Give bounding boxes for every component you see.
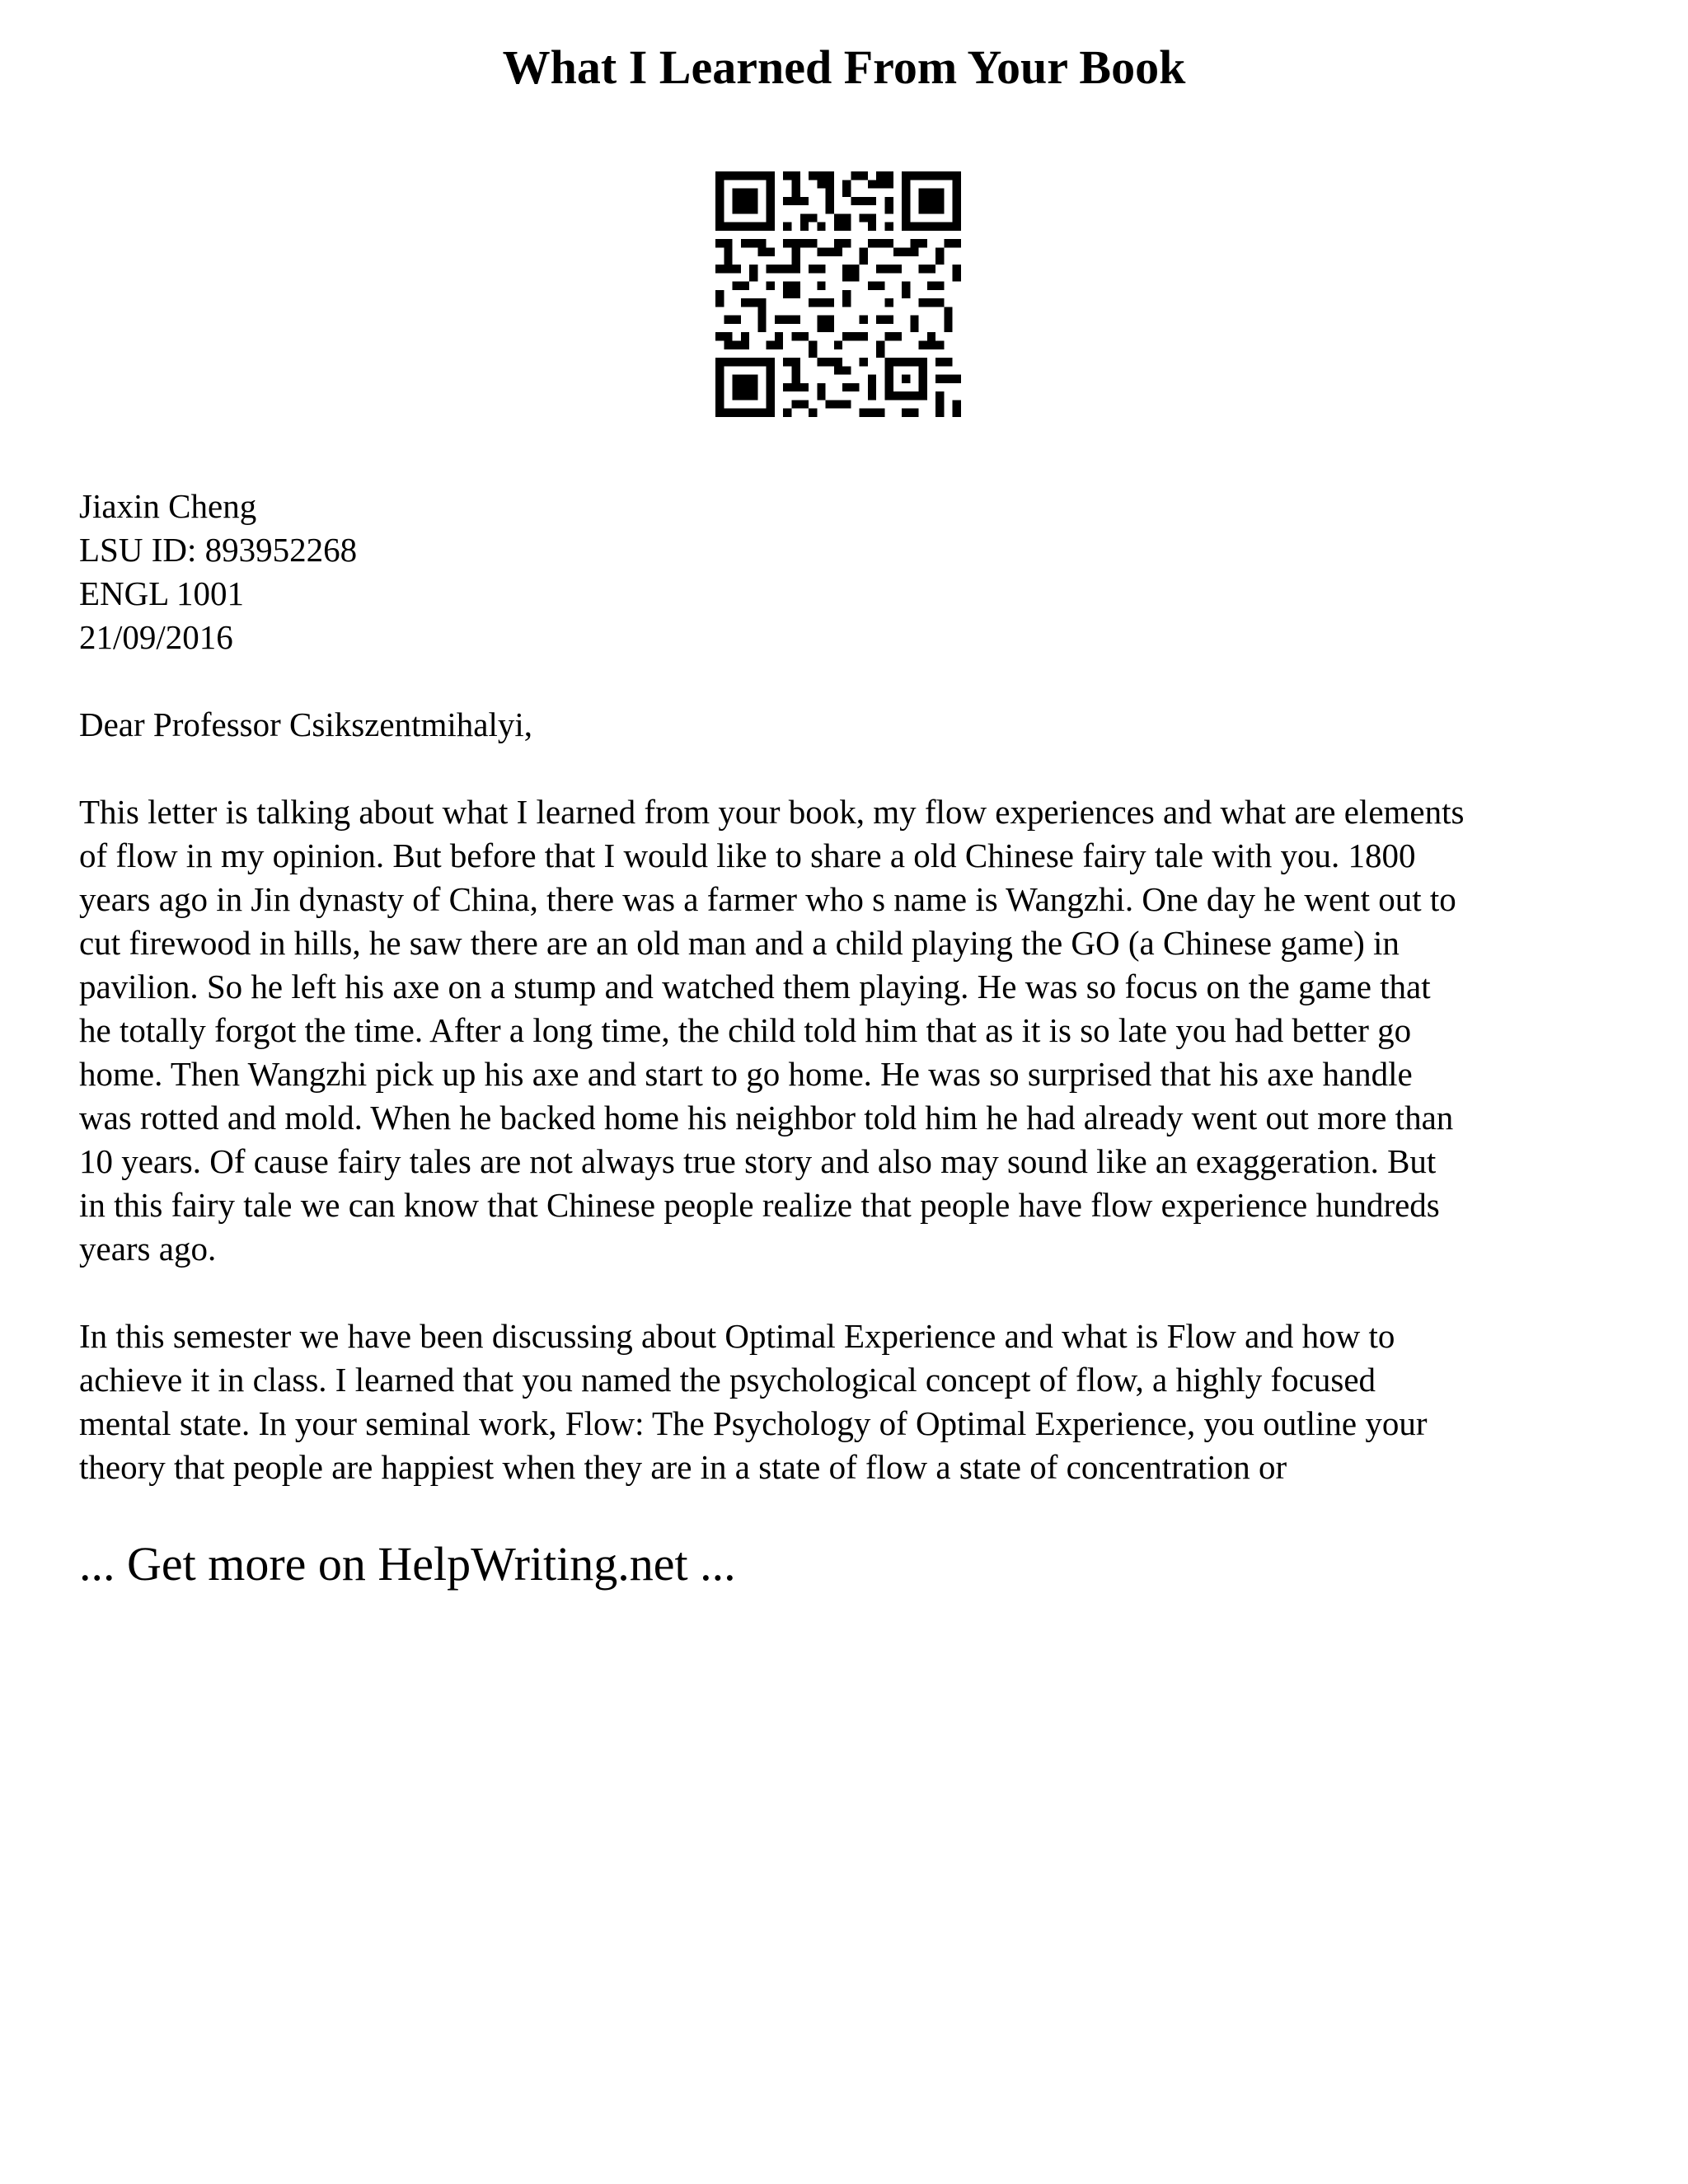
qr-code <box>715 171 961 417</box>
salutation: Dear Professor Csikszentmihalyi, <box>79 705 532 743</box>
student-id: LSU ID: 893952268 <box>79 531 358 569</box>
author-info <box>79 485 1629 659</box>
paragraph-semester: In this semester we have been discussing about Optimal Experience and what is Flow and how to achieve it in class. I learned that you named the psychological concept of flow, a highly focused mental state. In your seminal work, Flow: The Psychology of Optimal Experience, you outline your theory that people are happiest when they are in a state of flow a state of concentration or <box>79 1317 1428 1486</box>
document-title: What I Learned From Your Book <box>502 40 1186 94</box>
course-code: ENGL 1001 <box>79 574 245 612</box>
letter-body <box>79 485 1629 1489</box>
author-name: Jiaxin Cheng <box>79 487 257 525</box>
qr-code-icon <box>715 171 961 417</box>
paragraph-fairy-tale: This letter is talking about what I learned from your book, my flow experiences and what are elements of flow in my opinion. But before that I would like to share a old Chinese fairy tale with you. 1800 years ago in Jin dynasty of China, there was a farmer who s name is Wangzhi. One day he went out to cut firewood in hills, he saw there are an old man and a child playing the GO (a Chinese game) in pavilion. So he left his axe on a stump and watched them playing. He was so focus on the game that he totally forgot the time. After a long time, the child told him that as it is so late you had better go home. Then Wangzhi pick up his axe and start to go home. He was so surprised that his axe handle was rotted and mold. When he backed home his neighbor told him he had already went out more than 10 years. Of cause fairy tales are not always true story and also may sound like an exaggeration. But in this fairy tale we can know that Chinese people realize that people have flow experience hundreds years ago. <box>79 793 1465 1268</box>
letter-date: 21/09/2016 <box>79 618 233 656</box>
get-more-link[interactable]: ... Get more on HelpWriting.net ... <box>79 1537 736 1591</box>
